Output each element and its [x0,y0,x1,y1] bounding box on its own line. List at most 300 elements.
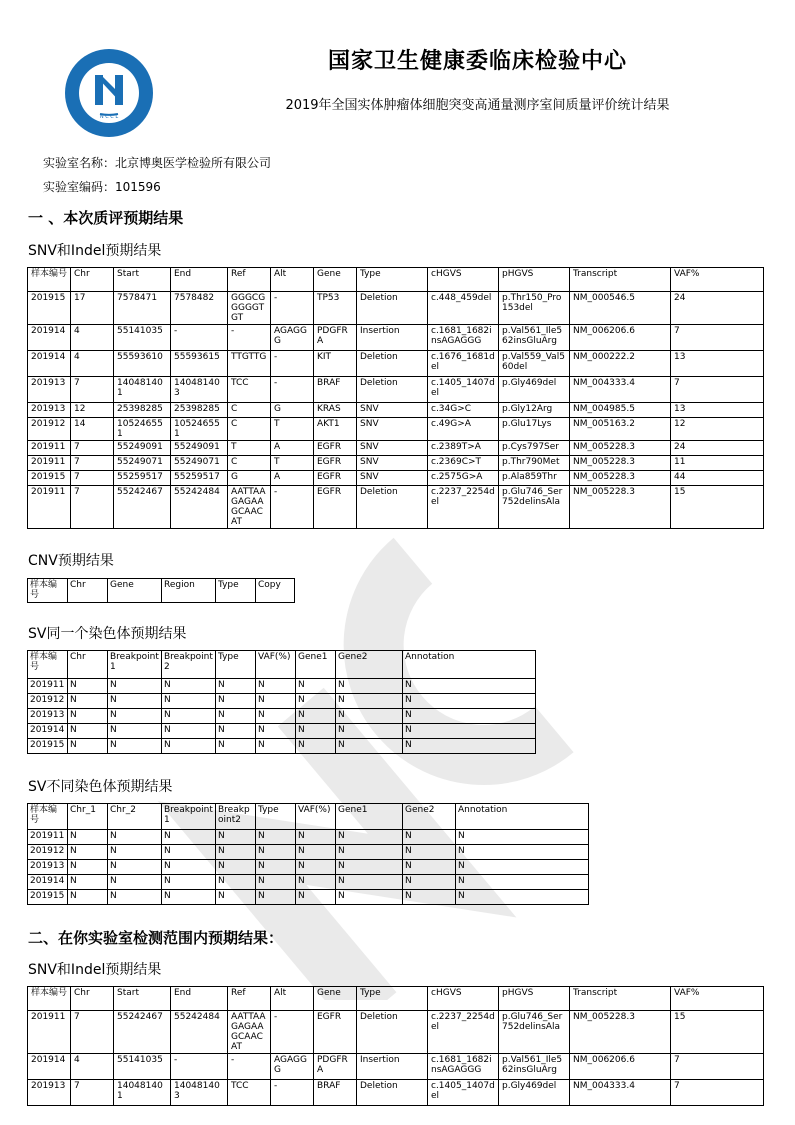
page-subtitle: 2019年全国实体肿瘤体细胞突变高通量测序室间质量评价统计结果 [285,98,670,113]
col-sample: 样本编号 [28,987,71,1011]
cell: 201911 [28,1011,71,1054]
cell: N [403,694,536,709]
cell: N [108,739,162,754]
cell: N [108,890,162,905]
cell: 55249071 [114,456,171,471]
cell: N [403,860,456,875]
cell: Deletion [357,1080,428,1106]
nccl-logo [64,48,154,138]
col-sample: 样本编号 [28,651,68,679]
cell: N [256,875,296,890]
cell: N [336,694,403,709]
cell: 4 [71,351,114,377]
cell: N [336,890,403,905]
table-row [28,1011,764,1054]
col-gene1: Gene1 [336,804,403,830]
cell: N [162,694,216,709]
cell: TCC [228,377,271,403]
cell: EGFR [314,441,357,456]
cell: 55141035 [114,325,171,351]
cell: SNV [357,456,428,471]
cell: 201913 [28,1080,71,1106]
cell: p.Gly469del [499,1080,570,1106]
cell: 17 [71,292,114,325]
cell: 201915 [28,890,68,905]
table-row [28,471,764,486]
cell: T [271,456,314,471]
svg-text:N C C L: N C C L [99,114,119,120]
cell: 55259517 [114,471,171,486]
snv-title: SNV和Indel预期结果 [28,243,162,259]
cell: N [108,709,162,724]
cell: 12 [671,418,764,441]
col-chr1: Chr_1 [68,804,108,830]
cell: c.2237_2254del [428,486,499,529]
cell: N [162,709,216,724]
cell: 55242484 [171,1011,228,1054]
cell: N [216,845,256,860]
cell: NM_005228.3 [570,471,671,486]
cell: Insertion [357,325,428,351]
cell: N [256,860,296,875]
cell: c.448_459del [428,292,499,325]
cell: 201914 [28,875,68,890]
col-vaf: VAF(%) [296,804,336,830]
cell: T [271,418,314,441]
cell: NM_005228.3 [570,441,671,456]
cell: c.1676_1681del [428,351,499,377]
cell: - [271,292,314,325]
cell: p.Glu746_Ser752delinsAla [499,486,570,529]
cell: SNV [357,471,428,486]
cell: N [108,845,162,860]
section1-heading: 一 、本次质评预期结果 [28,209,184,227]
cell: N [216,724,256,739]
table-row [28,845,589,860]
cell: N [256,845,296,860]
cell: c.49G>A [428,418,499,441]
cell: AATTAAGAGAAGCAACAT [228,1011,271,1054]
table-row [28,486,764,529]
col-sample: 样本编号 [28,268,71,292]
cell: G [271,403,314,418]
cell: - [271,1080,314,1106]
cell: 25398285 [171,403,228,418]
cell: p.Val559_Val560del [499,351,570,377]
table-row [28,377,764,403]
cell: N [296,694,336,709]
cell: N [296,709,336,724]
cell: 13 [671,403,764,418]
sv-diff-title: SV不同染色体预期结果 [28,779,173,795]
col-start: Start [114,268,171,292]
cell: 7578471 [114,292,171,325]
cell: 7 [671,1054,764,1080]
cell: 15 [671,1011,764,1054]
cell: N [216,709,256,724]
cell: 201915 [28,471,71,486]
table-row [28,830,589,845]
cell: T [228,441,271,456]
cell: 201913 [28,377,71,403]
cell: 55249091 [114,441,171,456]
cell: Deletion [357,1011,428,1054]
table-row [28,441,764,456]
cell: Deletion [357,292,428,325]
table-row [28,403,764,418]
cell: NM_000546.5 [570,292,671,325]
cell: p.Thr790Met [499,456,570,471]
cell: N [108,860,162,875]
cell: C [228,418,271,441]
cell: NM_006206.6 [570,1054,671,1080]
cell: 7 [671,1080,764,1106]
col-vaf: VAF% [671,268,764,292]
cell: N [403,679,536,694]
cell: N [336,679,403,694]
cell: N [216,860,256,875]
cell: N [68,679,108,694]
cell: TCC [228,1080,271,1106]
cell: N [403,875,456,890]
cnv-table [27,578,295,603]
cell: N [296,890,336,905]
cell: 201915 [28,292,71,325]
table-row [28,418,764,441]
cell: N [336,724,403,739]
cell: A [271,471,314,486]
cell: 4 [71,325,114,351]
cell: 140481403 [171,1080,228,1106]
table-header-row [28,268,764,292]
cell: 13 [671,351,764,377]
cell: PDGFRA [314,325,357,351]
cell: N [296,830,336,845]
cell: 140481401 [114,1080,171,1106]
cell: N [336,709,403,724]
cell: 7 [71,441,114,456]
col-type: Type [357,987,428,1011]
cell: 7 [71,1011,114,1054]
cell: N [162,679,216,694]
cell: N [456,860,589,875]
table-row [28,860,589,875]
cell: TP53 [314,292,357,325]
cell: p.Val561_Ile562insGluArg [499,325,570,351]
cell: c.2237_2254del [428,1011,499,1054]
col-chr: Chr [68,579,108,603]
cell: N [68,830,108,845]
cell: N [216,694,256,709]
cell: N [68,724,108,739]
cell: 7 [71,456,114,471]
cell: N [256,739,296,754]
cell: N [256,830,296,845]
table-row [28,325,764,351]
table-header-row [28,804,589,830]
cell: p.Gly469del [499,377,570,403]
cell: 140481403 [171,377,228,403]
col-chgvs: cHGVS [428,987,499,1011]
cell: - [271,351,314,377]
cell: N [108,679,162,694]
cell: p.Val561_Ile562insGluArg [499,1054,570,1080]
cell: NM_004333.4 [570,377,671,403]
col-breakpoint1: Breakpoint1 [162,804,216,830]
cell: N [456,845,589,860]
cell: N [256,709,296,724]
col-gene2: Gene2 [336,651,403,679]
cell: 7 [71,1080,114,1106]
col-chgvs: cHGVS [428,268,499,292]
cell: 201911 [28,456,71,471]
cell: 55242467 [114,1011,171,1054]
col-gene2: Gene2 [403,804,456,830]
section2-heading: 二、在你实验室检测范围内预期结果： [28,929,284,947]
cell: AATTAAGAGAAGCAACAT [228,486,271,529]
col-type: Type [216,579,256,603]
cell: PDGFRA [314,1054,357,1080]
cell: N [456,830,589,845]
cell: N [216,739,256,754]
cell: C [228,456,271,471]
cell: N [162,724,216,739]
cell: N [68,709,108,724]
col-annotation: Annotation [456,804,589,830]
table-row [28,875,589,890]
cell: 55242467 [114,486,171,529]
table-row [28,739,536,754]
cell: AGAGGG [271,1054,314,1080]
cell: N [162,830,216,845]
table-row [28,1054,764,1080]
cell: 201912 [28,845,68,860]
lab-name: 实验室名称：北京博奥医学检验所有限公司 [43,156,272,170]
sv-same-title: SV同一个染色体预期结果 [28,626,187,642]
cell: 201911 [28,830,68,845]
cell: c.1681_1682insAGAGGG [428,325,499,351]
cell: 7 [671,325,764,351]
cell: N [296,679,336,694]
col-alt: Alt [271,987,314,1011]
cell: N [108,875,162,890]
col-breakpoint2: Breakpoint 2 [162,651,216,679]
col-end: End [171,987,228,1011]
cell: 105246551 [114,418,171,441]
cell: Deletion [357,351,428,377]
cell: A [271,441,314,456]
cell: 201911 [28,486,71,529]
cell: NM_005163.2 [570,418,671,441]
table-row [28,679,536,694]
cell: EGFR [314,486,357,529]
col-annotation: Annotation [403,651,536,679]
col-end: End [171,268,228,292]
col-breakpoint2: Breakpoint2 [216,804,256,830]
col-gene: Gene [108,579,162,603]
col-chr: Chr [68,651,108,679]
cell: C [228,403,271,418]
col-type: Type [357,268,428,292]
cell: KRAS [314,403,357,418]
cell: N [296,860,336,875]
snv-table [27,267,764,529]
col-vaf: VAF% [671,987,764,1011]
cell: 14 [71,418,114,441]
snv2-title: SNV和Indel预期结果 [28,962,162,978]
cell: p.Glu746_Ser752delinsAla [499,1011,570,1054]
cell: N [336,845,403,860]
cell: 7 [71,471,114,486]
cell: 105246551 [171,418,228,441]
col-copy: Copy [256,579,295,603]
cell: N [403,739,536,754]
cell: N [256,890,296,905]
cell: 4 [71,1054,114,1080]
cell: 55593610 [114,351,171,377]
cell: BRAF [314,1080,357,1106]
snv2-table [27,986,764,1106]
cell: N [456,875,589,890]
cell: N [108,694,162,709]
cell: 201913 [28,403,71,418]
cell: 201911 [28,679,68,694]
cell: N [296,739,336,754]
sv-same-table [27,650,536,754]
col-phgvs: pHGVS [499,268,570,292]
cell: N [216,679,256,694]
cell: c.1681_1682insAGAGGG [428,1054,499,1080]
cell: BRAF [314,377,357,403]
cell: 25398285 [114,403,171,418]
table-row [28,724,536,739]
cell: 201914 [28,724,68,739]
cell: 55259517 [171,471,228,486]
cell: p.Cys797Ser [499,441,570,456]
cell: KIT [314,351,357,377]
col-type: Type [216,651,256,679]
cell: G [228,471,271,486]
col-ref: Ref [228,987,271,1011]
cell: N [403,845,456,860]
cell: 55141035 [114,1054,171,1080]
table-row [28,694,536,709]
cell: 201914 [28,1054,71,1080]
cell: NM_005228.3 [570,456,671,471]
cell: N [403,724,536,739]
cell: N [216,875,256,890]
cell: N [68,860,108,875]
cell: 201912 [28,418,71,441]
cell: N [162,890,216,905]
cell: 55249091 [171,441,228,456]
table-row [28,456,764,471]
col-gene1: Gene1 [296,651,336,679]
cell: N [68,890,108,905]
col-sample: 样本编号 [28,579,68,603]
cell: - [171,1054,228,1080]
cell: 201913 [28,860,68,875]
table-header-row [28,651,536,679]
cell: 44 [671,471,764,486]
cell: SNV [357,403,428,418]
cell: N [296,845,336,860]
cell: N [296,875,336,890]
cell: 55249071 [171,456,228,471]
cell: 201914 [28,351,71,377]
cell: N [336,739,403,754]
cell: N [108,724,162,739]
cell: NM_000222.2 [570,351,671,377]
cell: - [271,1011,314,1054]
cell: 55593615 [171,351,228,377]
table-row [28,1080,764,1106]
cell: GGGCGGGGGTGT [228,292,271,325]
cell: Insertion [357,1054,428,1080]
table-row [28,351,764,377]
cell: N [256,679,296,694]
cell: SNV [357,418,428,441]
cell: 11 [671,456,764,471]
cell: p.Gly12Arg [499,403,570,418]
cell: 15 [671,486,764,529]
cell: - [271,486,314,529]
cell: - [228,325,271,351]
cell: 201914 [28,325,71,351]
cell: N [216,830,256,845]
cell: 55242484 [171,486,228,529]
cell: N [68,875,108,890]
table-row [28,709,536,724]
cell: 7 [671,377,764,403]
cell: NM_006206.6 [570,325,671,351]
col-vaf: VAF(%) [256,651,296,679]
col-start: Start [114,987,171,1011]
col-transcript: Transcript [570,268,671,292]
col-alt: Alt [271,268,314,292]
cell: 201915 [28,739,68,754]
col-chr: Chr [71,268,114,292]
cell: NM_004985.5 [570,403,671,418]
cell: p.Glu17Lys [499,418,570,441]
col-gene: Gene [314,987,357,1011]
cell: 7 [71,377,114,403]
cell: p.Ala859Thr [499,471,570,486]
cell: N [336,830,403,845]
col-phgvs: pHGVS [499,987,570,1011]
cell: 24 [671,441,764,456]
cell: EGFR [314,471,357,486]
cell: 201913 [28,709,68,724]
page-title: 国家卫生健康委临床检验中心 [327,49,627,74]
cell: c.2369C>T [428,456,499,471]
cell: N [108,830,162,845]
cell: 201911 [28,441,71,456]
cell: N [403,709,536,724]
cell: N [256,724,296,739]
cell: 24 [671,292,764,325]
col-transcript: Transcript [570,987,671,1011]
cell: N [456,890,589,905]
col-sample: 样本编号 [28,804,68,830]
cell: NM_005228.3 [570,1011,671,1054]
cell: N [68,739,108,754]
lab-code: 实验室编码：101596 [43,180,161,194]
col-chr: Chr [71,987,114,1011]
cell: N [336,860,403,875]
cell: NM_005228.3 [570,486,671,529]
col-type: Type [256,804,296,830]
